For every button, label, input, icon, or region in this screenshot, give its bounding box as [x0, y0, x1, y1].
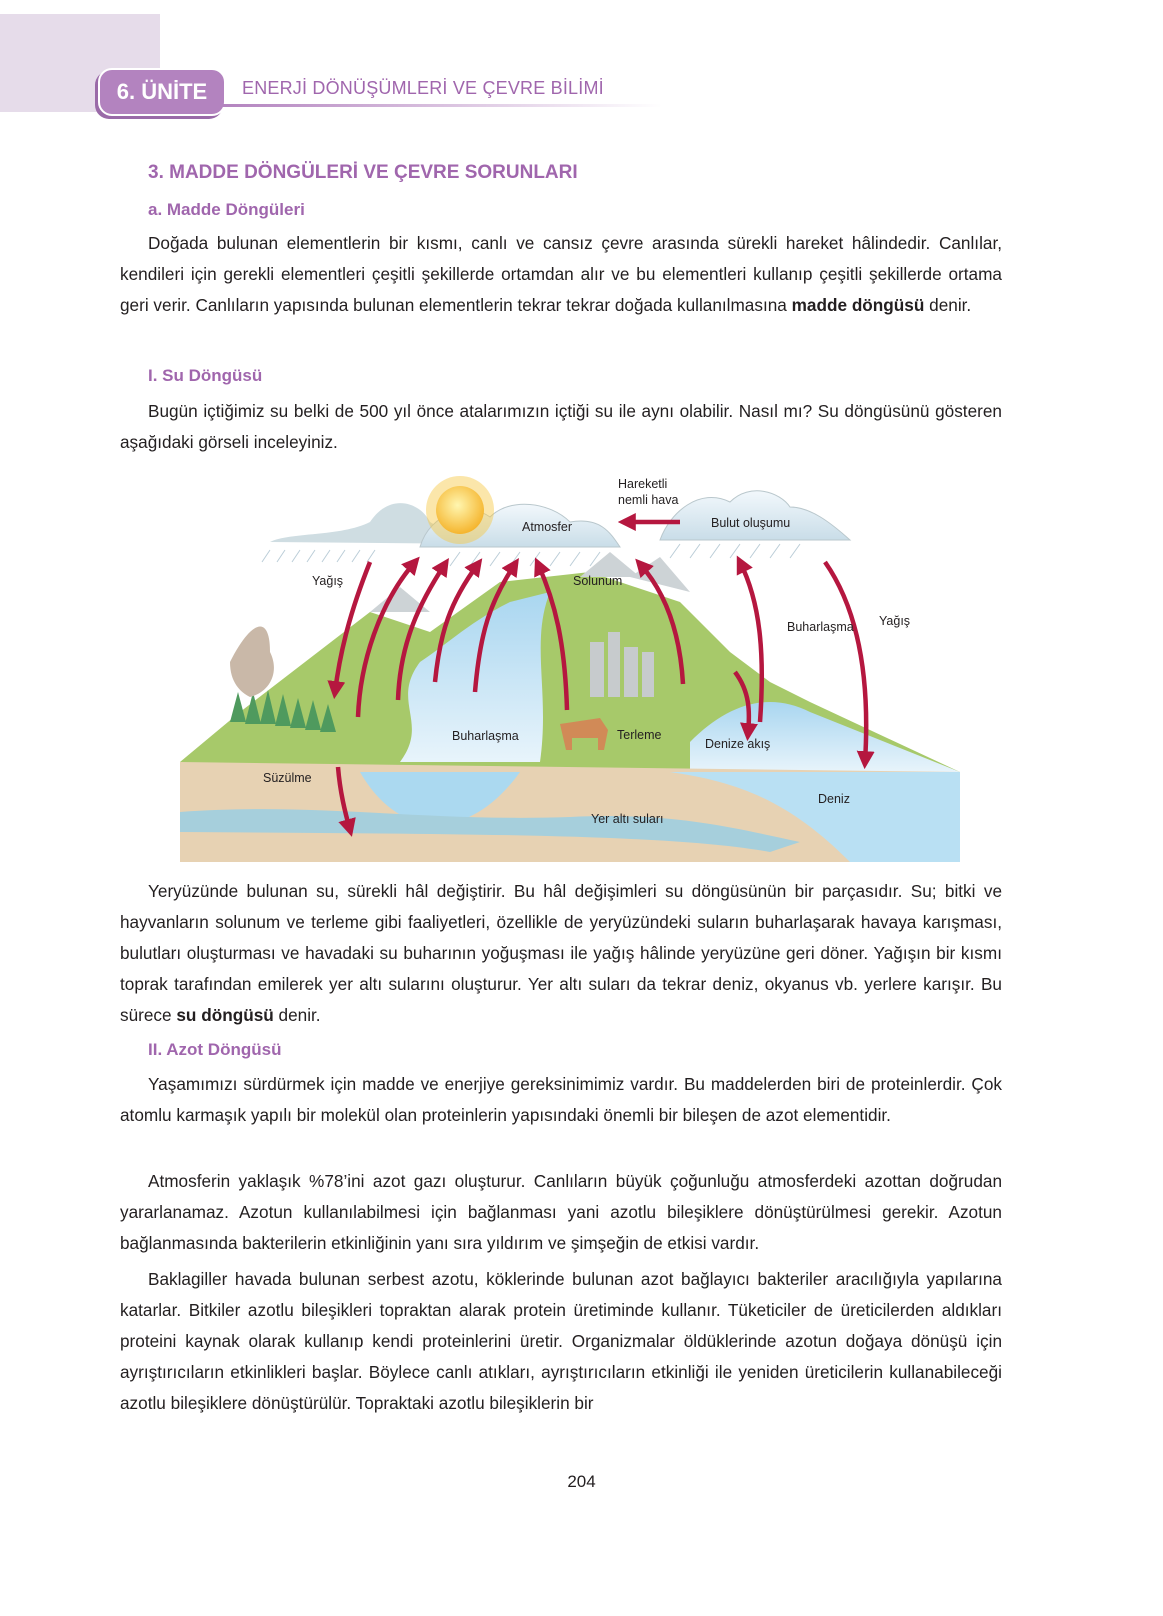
subsection-heading: a. Madde Döngüleri	[148, 200, 305, 219]
water-cycle-heading: I. Su Döngüsü	[148, 366, 263, 385]
label-infiltration: Süzülme	[263, 771, 312, 785]
water-cycle-explanation: Yeryüzünde bulunan su, sürekli hâl değiştirir. Bu hâl değişimleri su döngüsünün bir parçasıdır. Su; bitki ve hayvanların solunum ve terleme gibi faaliyetleri, özellikle de yeryüzündeki suların buharlaşarak havaya karışması, bulutları oluşturması ve havadaki su buharının yoğuşması ile yağış hâlinde yeryüzüne geri döner. Yağışın bir kısmı toprak tarafından emilerek yer altı sularını oluşturur. Yer altı suları da tekrar deniz, okyanus vb. yerlere karışır. Bu sürece su döngüsü denir.	[120, 881, 1002, 1025]
nitrogen-cycle-heading: II. Azot Döngüsü	[148, 1040, 282, 1059]
label-evaporation-sea: Buharlaşma	[787, 620, 854, 634]
intro-paragraph: Doğada bulunan elementlerin bir kısmı, canlı ve cansız çevre arasında sürekli hareket hâlindedir. Canlılar, kendileri için gerekli elementleri çeşitli şekillerde ortamdan alır ve bu elementleri kullanıp çeşitli şekillerde ortama geri verir. Canlıların yapısında bulunan elementlerin tekrar tekrar doğada kullanılmasına madde döngüsü denir.	[120, 233, 1002, 315]
water-cycle-diagram	[170, 462, 960, 867]
nitrogen-paragraph-2: Atmosferin yaklaşık %78’ini azot gazı oluşturur. Canlıların büyük çoğunluğu atmosferdeki azottan doğrudan yararlanamaz. Azotun kullanılabilmesi için bağlanması yani azotlu bileşiklere dönüştürülmesi gerekir. Azotun bağlanmasında bakterilerin etkinliğinin yanı sıra yıldırım ve şimşeğin de etkisi vardır.	[120, 1171, 1002, 1253]
label-moving-humid-air: Hareketli nemli hava	[618, 477, 679, 507]
label-groundwater: Yer altı suları	[591, 812, 664, 826]
sun-icon	[426, 476, 494, 544]
header-divider	[222, 104, 662, 107]
label-sea: Deniz	[818, 792, 850, 806]
water-cycle-intro: Bugün içtiğimiz su belki de 500 yıl önce atalarımızın içtiği su ile aynı olabilir. Nasıl mı? Su döngüsünü gösteren aşağıdaki görseli inceleyiniz.	[120, 401, 1002, 452]
label-precipitation-right: Yağış	[879, 614, 911, 628]
label-respiration: Solunum	[573, 574, 623, 588]
nitrogen-paragraph-3: Baklagiller havada bulunan serbest azotu, köklerinde bulunan azot bağlayıcı bakteriler aracılığıyla yapılarına katarlar. Bitkiler azotlu bileşikleri topraktan alarak protein üretiminde kullanır. Tüketiciler de üreticilerden aldıkları proteini kaynak olarak kullanıp kendi proteinlerini üretir. Organizmalar öldüklerinde azotun doğaya dönüşü için ayrıştırıcıların etkinlikleri başlar. Böylece canlı atıkları, ayrıştırıcıların etkinliği ile yeniden üreticilerin kullanabileceği azotlu bileşiklere dönüştürülür. Topraktaki azotlu bileşiklerin bir	[120, 1269, 1002, 1413]
unit-badge: 6. ÜNİTE	[98, 68, 226, 116]
label-atmosphere: Atmosfer	[522, 520, 573, 534]
label-runoff: Denize akış	[705, 737, 771, 751]
page-number: 204	[567, 1472, 596, 1491]
unit-title: ENERJİ DÖNÜŞÜMLERİ VE ÇEVRE BİLİMİ	[242, 78, 604, 98]
nitrogen-paragraph-1: Yaşamımızı sürdürmek için madde ve enerjiye gereksinimimiz vardır. Bu maddelerden biri de proteinlerdir. Çok atomlu karmaşık yapılı bir molekül olan proteinlerin yapısındaki önemli bir bileşen de azot elementidir.	[120, 1074, 1002, 1125]
label-precipitation-left: Yağış	[312, 574, 344, 588]
label-cloud-formation: Bulut oluşumu	[711, 516, 791, 530]
label-evaporation-lake: Buharlaşma	[452, 729, 519, 743]
section-title: 3. MADDE DÖNGÜLERİ VE ÇEVRE SORUNLARI	[148, 162, 578, 183]
label-transpiration: Terleme	[617, 728, 662, 742]
